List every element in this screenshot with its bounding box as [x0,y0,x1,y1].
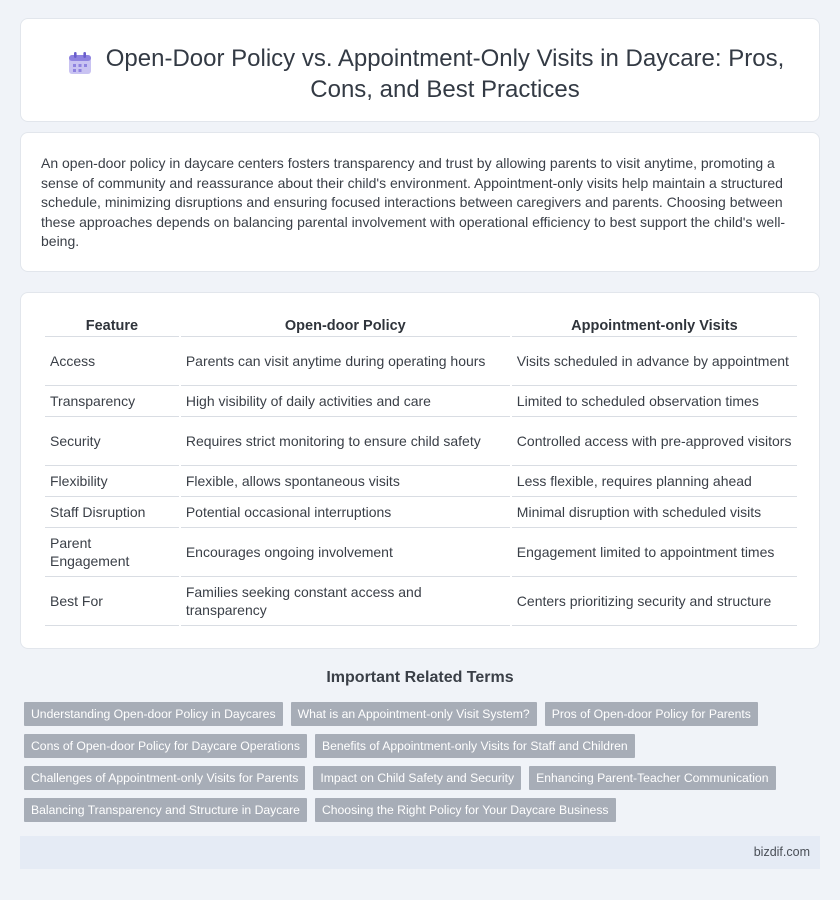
footer [20,836,820,869]
related-term-link[interactable]: Balancing Transparency and Structure in Daycare [24,798,307,822]
table-row [45,497,797,528]
table-cell: Staff Disruption [45,497,179,528]
related-terms-heading: Important Related Terms [326,669,514,686]
table-cell: Less flexible, requires planning ahead [512,466,797,497]
table-cell: Visits scheduled in advance by appointment [512,337,797,386]
tag-row [24,766,804,790]
page-title: Open-Door Policy vs. Appointment-Only Visits in Daycare: Pros, Cons, and Best Practices [105,45,785,103]
table-header-row [45,315,797,337]
comparison-card [20,292,820,649]
table-cell: Parent Engagement [45,528,179,577]
table-cell: Engagement limited to appointment times [512,528,797,577]
column-header-feature: Feature [45,315,179,337]
table-cell: Parents can visit anytime during operating hours [181,337,510,386]
table-cell: Best For [45,577,179,626]
table-cell: High visibility of daily activities and care [181,386,510,417]
intro-paragraph: An open-door policy in daycare centers fosters transparency and trust by allowing parents to visit anytime, promoting a sense of community and reassurance about their child's environment. Appointment-only visits help maintain a structured schedule, minimizing disruptions and ensuring focused interactions between caregivers and parents. Choosing between these approaches depends on balancing parental involvement with operational efficiency to best support the child's well-being. [41,155,786,249]
related-term-link[interactable]: What is an Appointment-only Visit System? [291,702,537,726]
table-cell: Transparency [45,386,179,417]
table-cell: Centers prioritizing security and structure [512,577,797,626]
related-term-link[interactable]: Challenges of Appointment-only Visits for Parents [24,766,305,790]
footer-site-link[interactable]: bizdif.com [753,845,810,859]
table-row [45,466,797,497]
tag-row [24,702,804,726]
table-cell: Limited to scheduled observation times [512,386,797,417]
related-term-link[interactable]: Understanding Open-door Policy in Daycares [24,702,283,726]
related-term-link[interactable]: Impact on Child Safety and Security [313,766,521,790]
tag-row [24,798,804,822]
table-cell: Families seeking constant access and transparency [181,577,510,626]
table-row [45,337,797,386]
table-cell: Access [45,337,179,386]
table-row [45,417,797,466]
tag-row [24,734,804,758]
table-cell: Potential occasional interruptions [181,497,510,528]
table-row [45,386,797,417]
table-cell: Encourages ongoing involvement [181,528,510,577]
table-cell: Security [45,417,179,466]
column-header-open-door: Open-door Policy [181,315,510,337]
title-wrap [21,43,819,105]
header-card [20,18,820,122]
table-cell: Requires strict monitoring to ensure child safety [181,417,510,466]
table-cell: Flexible, allows spontaneous visits [181,466,510,497]
related-term-link[interactable]: Benefits of Appointment-only Visits for Staff and Children [315,734,635,758]
table-cell: Minimal disruption with scheduled visits [512,497,797,528]
calendar-icon [67,51,93,75]
table-cell: Flexibility [45,466,179,497]
comparison-table [43,315,799,626]
table-row [45,577,797,626]
related-term-link[interactable]: Cons of Open-door Policy for Daycare Operations [24,734,307,758]
intro-card [20,132,820,272]
related-term-link[interactable]: Choosing the Right Policy for Your Daycare Business [315,798,616,822]
table-cell: Controlled access with pre-approved visitors [512,417,797,466]
related-term-link[interactable]: Enhancing Parent-Teacher Communication [529,766,775,790]
table-row [45,528,797,577]
related-terms-list [24,702,804,830]
column-header-appointment-only: Appointment-only Visits [512,315,797,337]
related-term-link[interactable]: Pros of Open-door Policy for Parents [545,702,758,726]
